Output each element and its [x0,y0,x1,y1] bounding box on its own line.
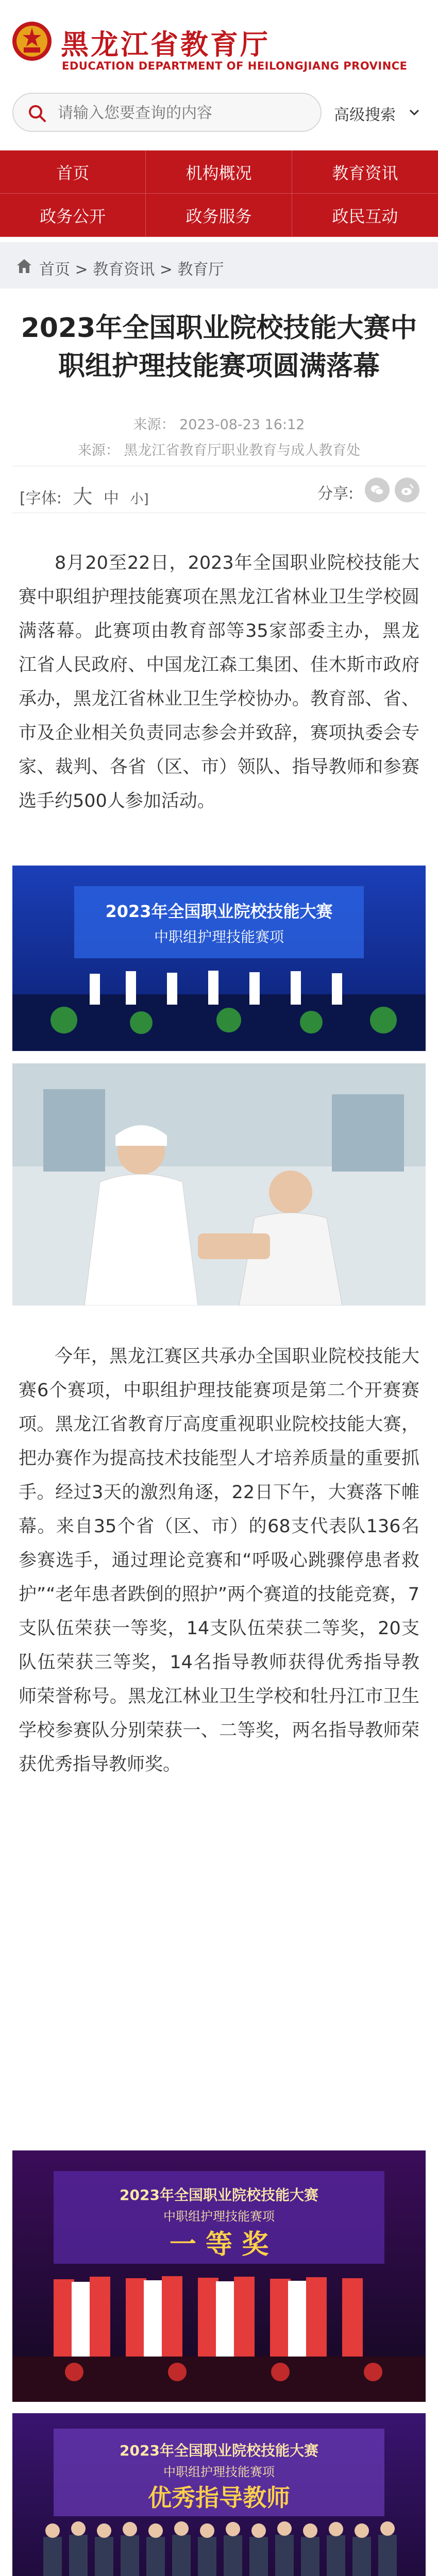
svg-text:2023年全国职业院校技能大赛: 2023年全国职业院校技能大赛 [120,2442,318,2459]
font-big-button[interactable]: 大 [73,485,93,508]
chevron-down-icon[interactable] [408,106,420,118]
article-photo-4 [12,2413,426,2576]
article-paragraph-1: 8月20至22日，2023年全国职业院校技能大赛中职组护理技能赛项在黑龙江省林业卫生学校圆满落幕。此赛项由教育部等35家部委主办，黑龙江省人民政府、中国龙江森工集团、佳木斯市政府承办，黑龙江省林业卫生学校协办。教育部、省、市及企业相关负责同志参会并致辞，赛项执委会专家、裁判、各省（区、市）领队、指导教师和参赛选手约500人参加活动。 [19,553,419,811]
font-label: [字体: [20,489,62,507]
font-size-control [20,481,155,509]
svg-text:中职组护理技能赛项: 中职组护理技能赛项 [154,928,284,945]
article-title: 2023年全国职业院校技能大赛中职组护理技能赛项圆满落幕 [21,313,417,382]
svg-text:优秀指导教师: 优秀指导教师 [148,2484,290,2512]
article-source: 来源： 黑龙江省教育厅职业教育与成人教育处 [77,443,361,459]
main-nav [0,150,438,237]
article-photo-2 [12,1063,426,1306]
nav-item-home[interactable]: 首页 [0,150,146,194]
search-bar [12,93,322,132]
svg-text:中职组护理技能赛项: 中职组护理技能赛项 [163,2465,275,2479]
svg-text:中职组护理技能赛项: 中职组护理技能赛项 [163,2209,275,2224]
nav-item-org[interactable]: 机构概况 [146,150,292,194]
advanced-search-link[interactable]: 高级搜索 [334,106,396,124]
nav-item-interaction[interactable]: 政民互动 [292,194,438,237]
font-mid-button[interactable]: 中 [103,489,119,507]
nav-item-gov-open[interactable]: 政务公开 [0,194,146,237]
nav-item-gov-service[interactable]: 政务服务 [146,194,292,237]
svg-text:2023年全国职业院校技能大赛: 2023年全国职业院校技能大赛 [105,902,333,921]
org-name: 黑龙江省教育厅 [61,28,270,61]
wechat-icon [370,483,384,497]
nav-item-news[interactable]: 教育资讯 [292,150,438,194]
share-wechat-button[interactable] [365,478,390,502]
breadcrumb-text[interactable]: 首页 > 教育资讯 > 教育厅 [39,261,224,279]
share-weibo-button[interactable] [395,478,419,502]
article-date: 来源： 2023-08-23 16:12 [133,417,305,433]
article-photo-1 [12,866,426,1051]
national-emblem-icon [11,21,53,62]
article-toolbar [12,466,426,513]
breadcrumb [0,242,438,289]
font-small-button[interactable]: 小] [130,492,149,507]
org-name-en: EDUCATION DEPARTMENT OF HEILONGJIANG PROVINCE [62,60,408,72]
article-photo-3 [12,2150,426,2402]
svg-text:2023年全国职业院校技能大赛: 2023年全国职业院校技能大赛 [120,2187,318,2204]
share-label: 分享: [317,485,354,503]
weibo-icon [400,483,414,497]
article-paragraph-2: 今年，黑龙江赛区共承办全国职业院校技能大赛6个赛项，中职组护理技能赛项是第二个开赛赛项。黑龙江省教育厅高度重视职业院校技能大赛，把办赛作为提高技术技能型人才培养质量的重要抓手。经过3天的激烈角逐，22日下午，大赛落下帷幕。来自35个省（区、市）的68支代表队136名参赛选手，通过理论竞赛和“呼吸心跳骤停患者救护”“老年患者跌倒的照护”两个赛道的技能竞赛，7支队伍荣获一等奖，14支队伍荣获二等奖，20支队伍荣获三等奖，14名指导教师获得优秀指导教师荣誉称号。黑龙江林业卫生学校和牡丹江市卫生学校参赛队分别荣获一、二等奖，两名指导教师荣获优秀指导教师奖。 [19,1346,419,1775]
search-input[interactable] [57,101,304,125]
home-icon[interactable] [15,258,33,275]
search-icon[interactable] [27,103,47,124]
svg-text:一 等 奖: 一 等 奖 [169,2229,269,2260]
